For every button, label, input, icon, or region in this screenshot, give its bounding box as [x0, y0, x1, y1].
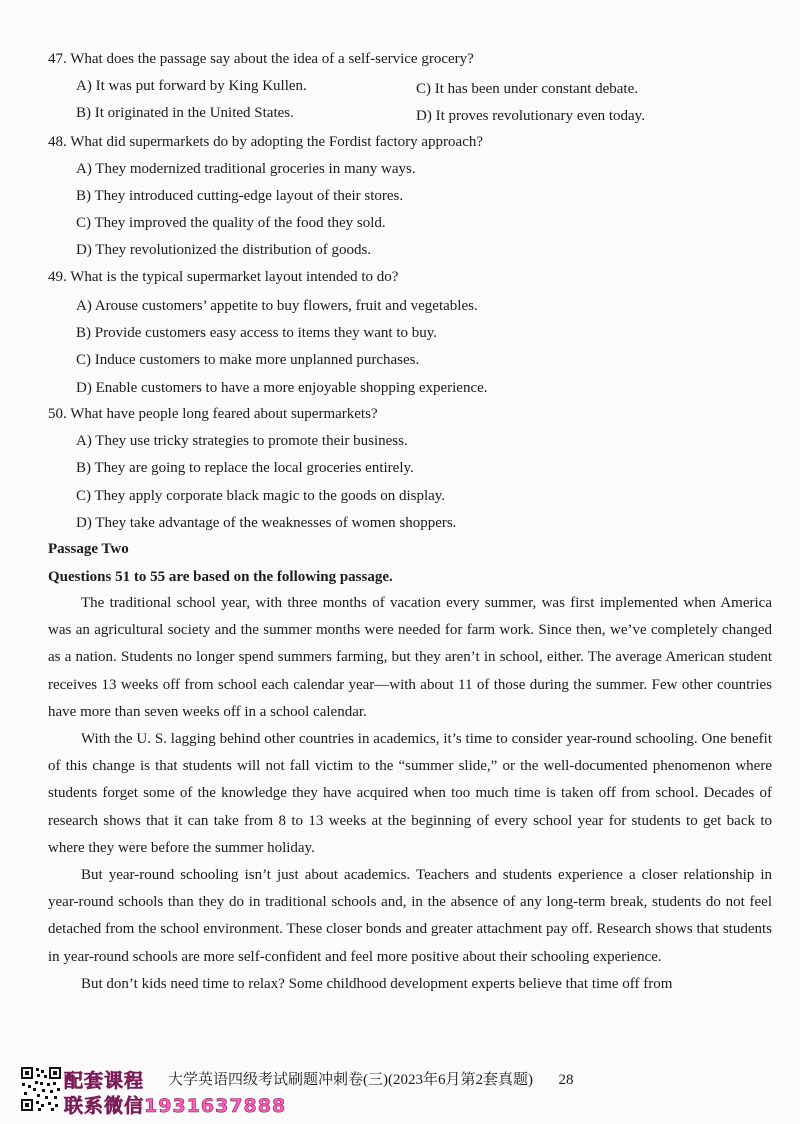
question-49-option-d: D) Enable customers to have a more enjoyable shopping experience.	[76, 380, 488, 396]
question-48-option-a: A) They modernized traditional groceries in many ways.	[76, 161, 416, 177]
question-48-stem: 48. What did supermarkets do by adopting the Fordist factory approach?	[48, 134, 484, 150]
question-47-stem: 47. What does the passage say about the idea of a self-service grocery?	[48, 51, 474, 67]
watermark-line-2: 联系微信1931637888	[64, 1095, 287, 1117]
passage-body	[48, 590, 772, 998]
question-48-option-b: B) They introduced cutting-edge layout of their stores.	[76, 188, 404, 204]
question-49-option-b: B) Provide customers easy access to items they want to buy.	[76, 325, 438, 341]
question-50-option-a: A) They use tricky strategies to promote their business.	[76, 433, 408, 449]
page-footer	[168, 1068, 573, 1089]
question-47-option-d: D) It proves revolutionary even today.	[416, 108, 645, 124]
question-48-option-d: D) They revolutionized the distribution of goods.	[76, 242, 372, 258]
footer-title: 大学英语四级考试刷题冲刺卷(三)(2023年6月第2套真题)	[168, 1072, 533, 1088]
question-49-stem: 49. What is the typical supermarket layout intended to do?	[48, 269, 399, 285]
passage-paragraph: With the U. S. lagging behind other countries in academics, it’s time to consider year-round schooling. One benefit of this change is that students will not fall victim to the “summer slide,” or the well-documented phenomenon where students forget some of the knowledge they have acquired when too much time is taken off from school. Decades of research shows that it can take from 8 to 13 weeks at the beginning of every school year for students to get back to where they were before the summer holiday.	[48, 731, 772, 856]
question-50-option-d: D) They take advantage of the weaknesses of women shoppers.	[76, 515, 457, 531]
question-49-option-c: C) Induce customers to make more unplanned purchases.	[76, 352, 420, 368]
question-47-option-b: B) It originated in the United States.	[76, 105, 294, 121]
question-48-option-c: C) They improved the quality of the food they sold.	[76, 215, 386, 231]
question-47-option-a: A) It was put forward by King Kullen.	[76, 78, 307, 94]
question-50-option-c: C) They apply corporate black magic to the goods on display.	[76, 488, 446, 504]
passage-paragraph: The traditional school year, with three months of vacation every summer, was first implemented when America was an agricultural society and the summer months were needed for farm work. Since then, we’ve completely changed as a nation. Students no longer spend summers farming, but they aren’t in school, either. The average American student receives 13 weeks off from school each calendar year—with about 11 of those during the summer. Few other countries have more than seven weeks off in a school calendar.	[48, 595, 772, 720]
passage-paragraph: But don’t kids need time to relax? Some childhood development experts believe that time off from	[81, 975, 673, 992]
qr-code-icon	[20, 1066, 62, 1112]
question-49-option-a: A) Arouse customers’ appetite to buy flowers, fruit and vegetables.	[76, 298, 478, 314]
question-50-option-b: B) They are going to replace the local groceries entirely.	[76, 460, 414, 476]
page-number: 28	[558, 1072, 574, 1088]
question-50-stem: 50. What have people long feared about supermarkets?	[48, 406, 378, 422]
passage-paragraph: But year-round schooling isn’t just about academics. Teachers and students experience a closer relationship in year-round schools than they do in traditional schools and, in the absence of any long-term break, students do not feel detached from the school environment. These closer bonds and greater attachment pay off. Research shows that students in year-round schools are more self-confident and feel more positive about their schooling experience.	[48, 867, 772, 965]
watermark-line-1: 配套课程	[64, 1070, 145, 1092]
question-47-option-c: C) It has been under constant debate.	[416, 81, 639, 97]
passage-title: Passage Two	[48, 541, 129, 557]
passage-instructions: Questions 51 to 55 are based on the following passage.	[48, 569, 393, 585]
